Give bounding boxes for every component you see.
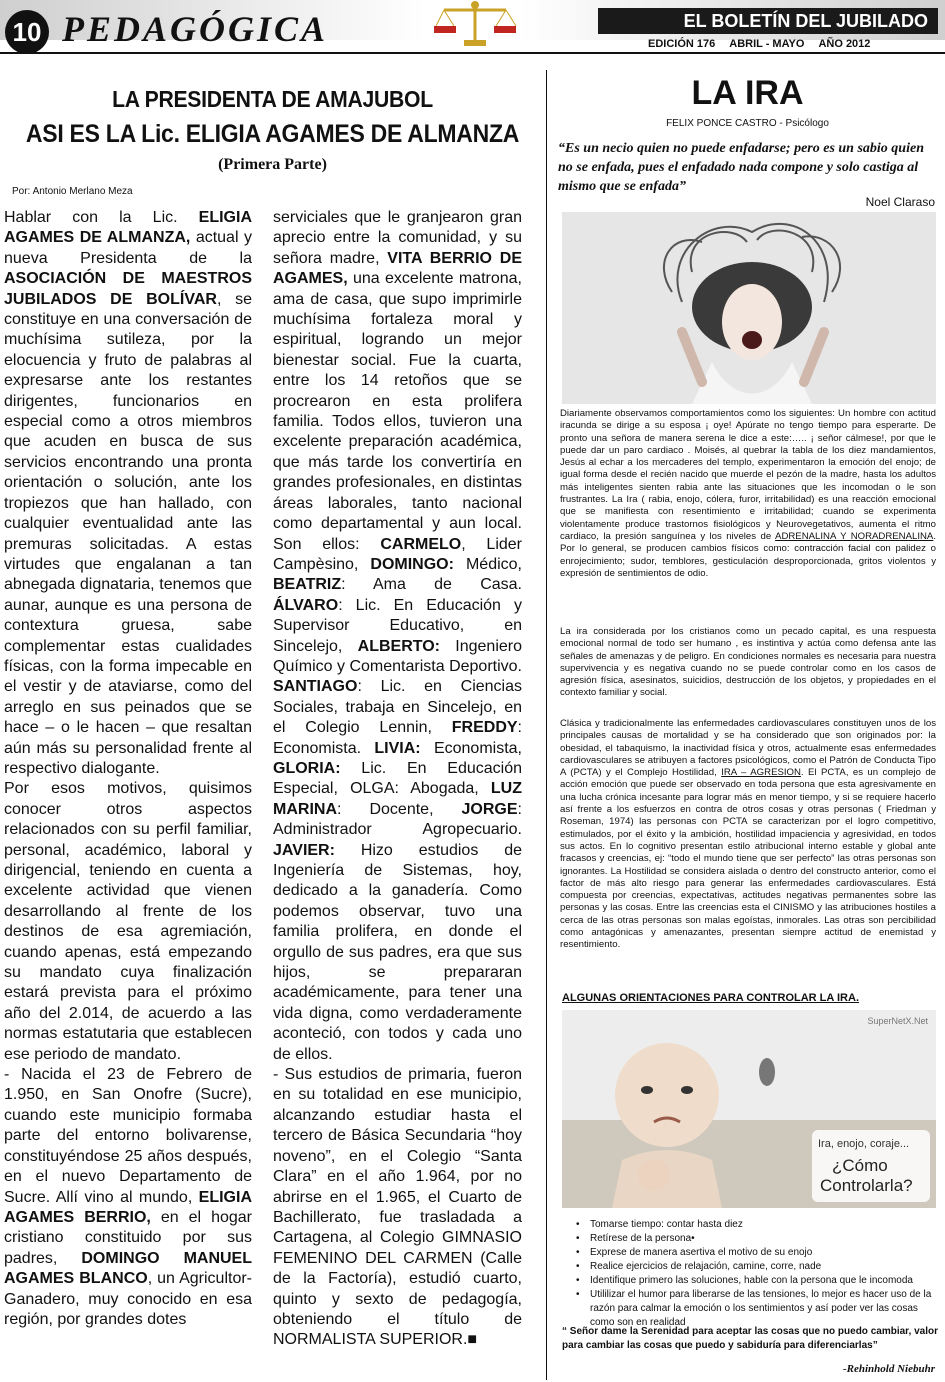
list-item: • Retírese de la persona• — [562, 1232, 938, 1246]
image-caption-1: Ira, enojo, coraje... — [818, 1138, 910, 1150]
image-caption-2: ¿Cómo — [832, 1156, 888, 1175]
text-run: Un hombre con actitud iracunda se dirige a su esposa ¡ oye! Apúrate no tengo tiempo para esperarte. De pronto una señora de manera serena le dice a este:….. ¡ señor cálmese!, por que le puede dar un paro cardiaco . — [560, 408, 936, 456]
image-watermark: SuperNetX.Net — [867, 1016, 928, 1026]
text-run: Diariamente observamos comportamientos como los siguientes: — [560, 408, 835, 419]
newsletter-name: EL BOLETÍN DEL JUBILADO — [598, 8, 938, 34]
epigraph-author: Noel Claraso — [865, 195, 935, 209]
article-paragraph: Por esos motivos, quisimos conocer otros aspectos relacionados con su perfil familiar, personal, académico, laboral y dirigencial, teniendo en cuenta a excelente actividad que vienen desarrollando al frente de los destinos de esa agremiación, cuando apenas, está empezando su mandato cuya finalización estará prevista para el próximo año del 2.014, de acuerdo a las normas estatutaria que establecen ese periodo de mandato. — [4, 780, 252, 1063]
text-run: , un Agricultor-Ganadero, muy conocido en esa región, por grandes dotes — [4, 1270, 252, 1328]
section-title: PEDAGÓGICA — [62, 9, 329, 49]
text-run: : Ama de Casa. — [341, 576, 522, 594]
text-run: Economista, — [420, 739, 522, 757]
text-run: , Lider Campèsino, — [273, 535, 522, 573]
bold-run: DOMINGO MANUEL AGAMES BLANCO — [4, 1249, 252, 1288]
ira-text — [560, 408, 936, 580]
ira-paragraph-1 — [560, 408, 936, 580]
list-item: • Utililizar el humor para liberarse de las tensiones, lo mejor es hacer uso de la razón para calmar la emoción o los sentimientos y así poder ver las cosas como son en realidad — [562, 1288, 938, 1330]
scales-of-justice-icon — [430, 0, 520, 48]
end-mark-icon: ■ — [467, 1331, 478, 1349]
page-header — [0, 0, 945, 52]
article-paragraph — [4, 1065, 252, 1330]
article-title-line1: LA PRESIDENTA DE AMAJUBOL — [112, 86, 433, 112]
article-title-line2: ASI ES LA Lic. ELIGIA AGAMES DE ALMANZA — [25, 120, 520, 148]
prayer-author: -Rehinhold Niebuhr — [843, 1363, 935, 1375]
article-column-2 — [273, 208, 522, 1351]
serenity-prayer: “ Señor dame la Serenidad para aceptar las cosas que no puedo cambiar, valor para cambiar las cosas que puedo y sabiduría para diferenciarlas” — [562, 1326, 938, 1351]
bold-run: ASOCIACIÓN DE MAESTROS JUBILADOS DE BOLÍVAR — [4, 270, 252, 308]
list-item: • Identifique primero las soluciones, hable con la persona que le incomoda — [562, 1274, 938, 1288]
text-run: una excelente matrona, ama de casa, que supo imprimirle muchísima fortaleza moral y espiritual, logrando un mejor bienestar social. Fue la cuarta, entre los 14 retoños que se procrearon en esta prolifera familia. Todos ellos, tuvieron una excelente preparación académica, que más tarde los convertiría en grandes profesionales, en distintas áreas laborales, tanto nacional como departamental y aun local. Son ellos: — [273, 270, 522, 553]
text-run: El PCTA, es un complejo de acción emoción que puede ser observado en toda persona que esta agresivamente en una lucha crónica incesante para lograr más en menor tiempo, y si se requiere hacerlo así frente a los esfuerzos en contra de otros cosas y otras personas ( Friedman y Roseman, 1974) las personas con PCTA se caracterizan por el logro competitivo, estimulados, por el éxito y la ambición, hostilidad impaciencia y agresividad, en todos sus actos. En lo cognitivo presentan estilo atribucional interno estable y global ante fracasos y creencias, ej: “todo el mundo tiene que ser perfecto” las otras personas son ignorantes. — [560, 767, 936, 877]
image-caption-3: Controlarla? — [820, 1176, 913, 1195]
edition-months: ABRIL - MAYO — [729, 38, 805, 50]
ira-text: La ira considerada por los cristianos como un pecado capital, es una respuesta emocional normal de todo ser humano , es instintiva y actúa como defensa ante las señales de amenazas y de peligro. En condiciones normales es necesaria para nuestra supervivencia y es negativa cuando no se puede controlar como en los casos de agresión física, asesinatos, suicidios, destrucción de los objetos, y propiedades en el contexto familiar y social. — [560, 626, 936, 699]
text-run: : Administrador Agropecuario. — [273, 800, 522, 839]
text-run: actual y nueva Presidenta de la — [4, 229, 252, 267]
text-run: - Nacida el 23 de Febrero de 1.950, en San Onofre (Sucre), cuando este municipio formaba parte del entorno bolivarense, constituyéndose 25 años después, en el nuevo Departamento de Sucre. Allí vino al mundo, — [4, 1066, 252, 1206]
edition-row — [648, 38, 870, 50]
text-run: . Por lo general, se producen cambios físicos como: contracción facial con palidez o enrojecimiento; sudor, temblores, gesticulación desproporcionada, gritos violentos y expresión de sentimientos de odio. — [560, 530, 937, 579]
edition-number: EDICIÓN 176 — [648, 38, 716, 50]
article-column-1 — [4, 208, 252, 1330]
text-run: Lic. En Educación Especial, OLGA: Abogada, — [273, 759, 522, 798]
bold-run: ÁLVARO — [273, 596, 339, 614]
bold-run: VITA BERRIO DE AGAMES, — [273, 249, 522, 288]
text-run: Moisés, al quebrar la tabla de los diez mandamientos, Jesús al echar a los mercaderes del templo, experimentaron la emoción del enojo; de igual forma desde el recién nacido que muerde el pezón de la madre, hasta los adultos más inteligentes sienten rabia ante las situaciones que les incomodan o le son frustrantes. — [560, 444, 936, 506]
article-byline: Por: Antonio Merlano Meza — [12, 186, 133, 197]
text-run: , se constituye en una conversación de muchísima sutileza, por la elocuencia y fruto de palabras al expresarse ante los restantes dirigentes, funcionarios en especial como a otros miembros que acuden en busca de sus servicios encontrando una pronta orientación o solución, ante los tropiezos que han hallado, con cualquier eventualidad ante las premuras solicitadas. A estas virtudes que engalanan a tan abnegada dignataria, tenemos que aunar, aunque es una persona de contextura gruesa, sabe complementar estas cualidades físicas, con la forma impecable en el vestir y de ataviarse, como del arreglo en sus peinados que se hace – o le hacen – que resaltan aún más su personalidad frente al respectivo dialogante. — [4, 290, 252, 777]
list-item: • Exprese de manera asertiva el motivo de su enojo — [562, 1246, 938, 1260]
text-run: : Docente, — [337, 800, 462, 818]
text-run: Clásica y tradicionalmente las enfermedades cardiovasculares constituyen unos de los principales causas de mortalidad y se ha considerado que son originados por: la obesidad, el tabaquismo, la inactividad física y otros, actualmente esas enfermedades cardiovasculares se atribuyen a factores psicológicos, como el Patrón de Conducta Tipo A (PCTA) y el Complejo Hostilidad, — [560, 718, 936, 779]
edition-year: AÑO 2012 — [818, 38, 871, 50]
bold-run: ELIGIA AGAMES BERRIO, — [4, 1188, 252, 1226]
article-subtitle: (Primera Parte) — [218, 156, 327, 173]
bold-run: GLORIA: — [273, 759, 341, 777]
text-run: La Hostilidad se considera aislada o dentro del constructo anterior, como el factor de más alto riesgo para generar las enfermedades cardiovasculares. Está compuesta por creencias, expectativas, actitudes negativas permanentes sobre las personas y las cosas. Entre las creencias esta el CINISMO y las atribuciones hostiles a cerca de las otras personas son malas egoístas, inmorales. Las otras son percibilidad como antagónicas y amenazantes, presentan siempre actitud de enemistad y resentimiento. — [560, 865, 936, 951]
bold-run: CARMELO — [380, 535, 462, 553]
text-run: en el hogar cristiano constituido por sus padres, — [4, 1208, 253, 1267]
bold-run: DOMINGO: — [370, 555, 454, 573]
text-run: La Ira ( rabia, enojo, cólera, furor, irritabilidad) es una reacción emocional que se manifiesta con resentimiento e irritabilidad; cuando se experimenta violentamente produce trastornos fisiológicos y Neurovegetativos, aumenta el ritmo cardiaco, la presión sanguínea y los niveles de — [560, 494, 936, 542]
text-run: Hizo estudios de Ingeniería de Sistemas, hoy, dedicado a la ganadería. Como podemos observar, tuvo una familia prolifera, en donde el orgullo de sus padres, era que sus hijos, se prepararan académicamente, para tener una vida digna, como verdaderamente aconteció, con todos y cada uno de ellos. — [273, 841, 522, 1063]
bold-run: JORGE — [461, 800, 518, 818]
ira-text — [560, 718, 936, 952]
list-item: • Realice ejercicios de relajación, camine, corre, nade — [562, 1260, 938, 1274]
article-paragraph-text: - Sus estudios de primaria, fueron en su totalidad en ese municipio, alcanzando estudiar hasta el tercero de Básica Secundaria “hoy noveno”, en el Colegio “Santa Clara” en el año 1.964, por no abrirse en el 1.965, el Cuarto de Bachillerato, fue trasladada a Cartagena, al Colegio GIMNASIO FEMENINO DEL CARMEN (Calle de la Factoría), estudió cuarto, quinto y sexto de pedagogía, obteniendo el título de NORMALISTA SUPERIOR. — [273, 1066, 522, 1349]
bold-run: JAVIER: — [273, 841, 335, 859]
column-divider — [546, 70, 547, 1380]
ira-paragraph-3 — [560, 718, 936, 952]
text-run: Ingeniero Químico y Comentarista Deportivo. — [273, 637, 522, 675]
orientations-heading: ALGUNAS ORIENTACIONES PARA CONTROLAR LA IRA. — [562, 992, 859, 1004]
header-rule — [0, 52, 945, 54]
page-number: 10 — [5, 10, 49, 54]
text-run: serviciales que le granjearon gran aprecio entre la comunidad, y su señora madre, — [273, 209, 522, 267]
article-paragraph — [273, 1065, 522, 1351]
bold-run: SANTIAGO — [273, 678, 358, 696]
bold-run: ELIGIA AGAMES DE ALMANZA, — [4, 209, 252, 247]
underlined-run: IRA – AGRESION — [721, 767, 801, 779]
orientations-list — [562, 1218, 938, 1330]
article-paragraph — [273, 208, 522, 1065]
bold-run: LIVIA: — [374, 739, 421, 757]
bold-run: FREDDY — [451, 719, 518, 737]
article-paragraph — [4, 208, 252, 779]
ira-epigraph: “Es un necio quien no puede enfadarse; pero es un sabio quien no se enfada, pues el enfadado nada compone y solo castiga al mismo que se enfada” — [558, 141, 924, 194]
bold-run: BEATRIZ — [273, 576, 342, 594]
ira-title: LA IRA — [691, 74, 804, 112]
text-run: : Lic. en Ciencias Sociales, trabaja en Sincelejo, en el Colegio Lennin, — [273, 678, 522, 737]
angry-woman-photo — [562, 212, 936, 404]
underlined-run: ADRENALINA Y NORADRENALINA — [775, 530, 934, 542]
text-run: . — [800, 767, 804, 779]
bold-run: ALBERTO: — [357, 637, 441, 655]
bold-run: LUZ MARINA — [273, 780, 522, 818]
list-item: • Tomarse tiempo: contar hasta diez — [562, 1218, 938, 1232]
ira-paragraph-2 — [560, 626, 936, 700]
text-run: : Economista. — [273, 719, 522, 757]
text-run: Médico, — [453, 555, 522, 573]
text-run: : Lic. En Educación y Supervisor Educativo, en Sincelejo, — [273, 596, 522, 655]
ira-author: FELIX PONCE CASTRO - Psicólogo — [666, 118, 829, 129]
angry-baby-photo — [562, 1010, 936, 1208]
text-run: Hablar con la Lic. — [4, 209, 199, 226]
